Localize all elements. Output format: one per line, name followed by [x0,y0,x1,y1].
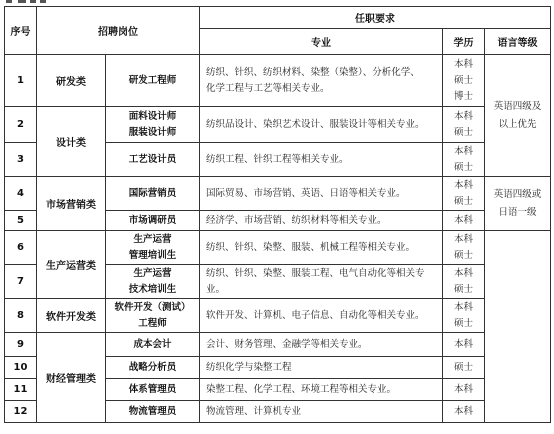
category-cell: 设计类 [37,107,106,177]
row-number: 6 [5,231,37,265]
position-cell: 面料设计师 服装设计师 [106,107,200,143]
major-cell: 纺织、针织、染整、服装、机械工程等相关专业。 [200,231,443,265]
table-row [5,231,551,265]
major-cell: 物流管理、计算机专业 [200,401,443,423]
position-cell: 市场调研员 [106,211,200,231]
major-cell: 纺织、针织、纺织材料、染整（染整）、分析化学、 化学工程与工艺等相关专业。 [200,55,443,107]
category-cell: 生产运营类 [37,231,106,299]
major-cell: 纺织、针织、染整、服装工程、电气自动化等相关专 业。 [200,265,443,299]
header-requirements: 任职要求 [200,7,551,29]
position-cell: 战略分析员 [106,357,200,379]
language-cell: 英语四级及 以上优先 [485,55,551,177]
position-cell: 生产运营 管理培训生 [106,231,200,265]
table-row [5,299,551,333]
position-cell: 体系管理员 [106,379,200,401]
position-cell: 国际营销员 [106,177,200,211]
degree-cell: 本科 硕士 [443,265,485,299]
row-number: 4 [5,177,37,211]
header-language: 语言等级 [485,29,551,55]
header-major: 专业 [200,29,443,55]
major-cell: 染整工程、化学工程、环境工程等相关专业。 [200,379,443,401]
position-cell: 成本会计 [106,333,200,357]
header-seq: 序号 [5,7,37,55]
table-row [5,107,551,143]
major-cell: 纺织化学与染整工程 [200,357,443,379]
major-cell: 国际贸易、市场营销、英语、日语等相关专业。 [200,177,443,211]
degree-cell: 本科 硕士 [443,143,485,177]
position-cell: 生产运营 技术培训生 [106,265,200,299]
table-row [5,55,551,107]
degree-cell: 本科 硕士 博士 [443,55,485,107]
language-cell: 英语四级或 日语一级 [485,177,551,231]
row-number: 11 [5,379,37,401]
major-cell: 软件开发、计算机、电子信息、自动化等相关专业。 [200,299,443,333]
header-degree: 学历 [443,29,485,55]
degree-cell: 本科 [443,333,485,357]
table-row [5,177,551,211]
table-row [5,333,551,357]
degree-cell: 本科 硕士 [443,177,485,211]
major-cell: 纺织品设计、染织艺术设计、服装设计等相关专业。 [200,107,443,143]
row-number: 12 [5,401,37,423]
position-cell: 软件开发（测试） 工程师 [106,299,200,333]
row-number: 7 [5,265,37,299]
degree-cell: 本科 硕士 [443,299,485,333]
row-number: 8 [5,299,37,333]
position-cell: 工艺设计员 [106,143,200,177]
row-number: 10 [5,357,37,379]
category-cell: 研发类 [37,55,106,107]
category-cell: 财经管理类 [37,333,106,423]
row-number: 3 [5,143,37,177]
category-cell: 市场营销类 [37,177,106,231]
position-cell: 研发工程师 [106,55,200,107]
top-cropped-text [0,0,554,5]
position-cell: 物流管理员 [106,401,200,423]
header-row-top [5,7,551,29]
row-number: 1 [5,55,37,107]
degree-cell: 本科 [443,211,485,231]
row-number: 5 [5,211,37,231]
degree-cell: 硕士 [443,357,485,379]
degree-cell: 本科 [443,379,485,401]
major-cell: 会计、财务管理、金融学等相关专业。 [200,333,443,357]
category-cell: 软件开发类 [37,299,106,333]
major-cell: 经济学、市场营销、纺织材料等相关专业。 [200,211,443,231]
degree-cell: 本科 硕士 [443,107,485,143]
degree-cell: 本科 硕士 [443,231,485,265]
row-number: 2 [5,107,37,143]
recruitment-table [4,6,551,423]
row-number: 9 [5,333,37,357]
major-cell: 纺织工程、针织工程等相关专业。 [200,143,443,177]
language-cell-empty [485,231,551,423]
degree-cell: 本科 [443,401,485,423]
header-position: 招聘岗位 [37,7,200,55]
